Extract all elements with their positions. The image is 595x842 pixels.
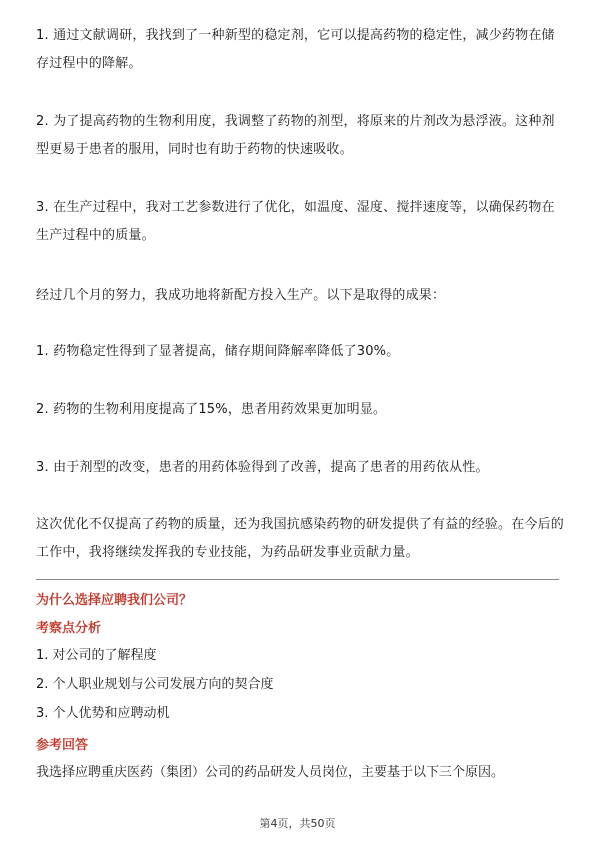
analysis-heading: 考察点分析 xyxy=(36,621,102,636)
paragraph-result-bioavailability: 2. 药物的生物利用度提高了15%，患者用药效果更加明显。 xyxy=(36,402,387,417)
paragraph-dosage-form: 2. 为了提高药物的生物利用度，我调整了药物的剂型，将原来的片剂改为悬浮液。这种剂型更易于患者的服用，同时也有助于药物的快速吸收。 xyxy=(36,114,555,157)
analysis-point: 3. 个人优势和应聘动机 xyxy=(36,706,170,721)
analysis-point: 2. 个人职业规划与公司发展方向的契合度 xyxy=(36,677,274,692)
paragraph-result-compliance: 3. 由于剂型的改变，患者的用药体验得到了改善，提高了患者的用药依从性。 xyxy=(36,460,489,475)
answer-heading: 参考回答 xyxy=(36,738,89,753)
paragraph-stabilizer: 1. 通过文献调研，我找到了一种新型的稳定剂，它可以提高药物的稳定性，减少药物在储存过程中的降解。 xyxy=(36,28,555,71)
paragraph-result-stability: 1. 药物稳定性得到了显著提高，储存期间降解率降低了30%。 xyxy=(36,344,400,359)
analysis-point: 1. 对公司的了解程度 xyxy=(36,648,157,663)
paragraph-results-intro: 经过几个月的努力，我成功地将新配方投入生产。以下是取得的成果： xyxy=(36,288,446,303)
paragraph-conclusion: 这次优化不仅提高了药物的质量，还为我国抗感染药物的研发提供了有益的经验。在今后的工作中，我将继续发挥我的专业技能，为药品研发事业贡献力量。 xyxy=(36,517,565,560)
page-number: 第4页，共50页 xyxy=(259,817,336,830)
section-divider xyxy=(36,579,559,580)
question-title: 为什么选择应聘我们公司？ xyxy=(36,593,193,608)
paragraph-process-params: 3. 在生产过程中，我对工艺参数进行了优化，如温度、湿度、搅拌速度等，以确保药物在生产过程中的质量。 xyxy=(36,200,555,243)
answer-text: 我选择应聘重庆医药（集团）公司的药品研发人员岗位，主要基于以下三个原因。 xyxy=(36,765,505,780)
